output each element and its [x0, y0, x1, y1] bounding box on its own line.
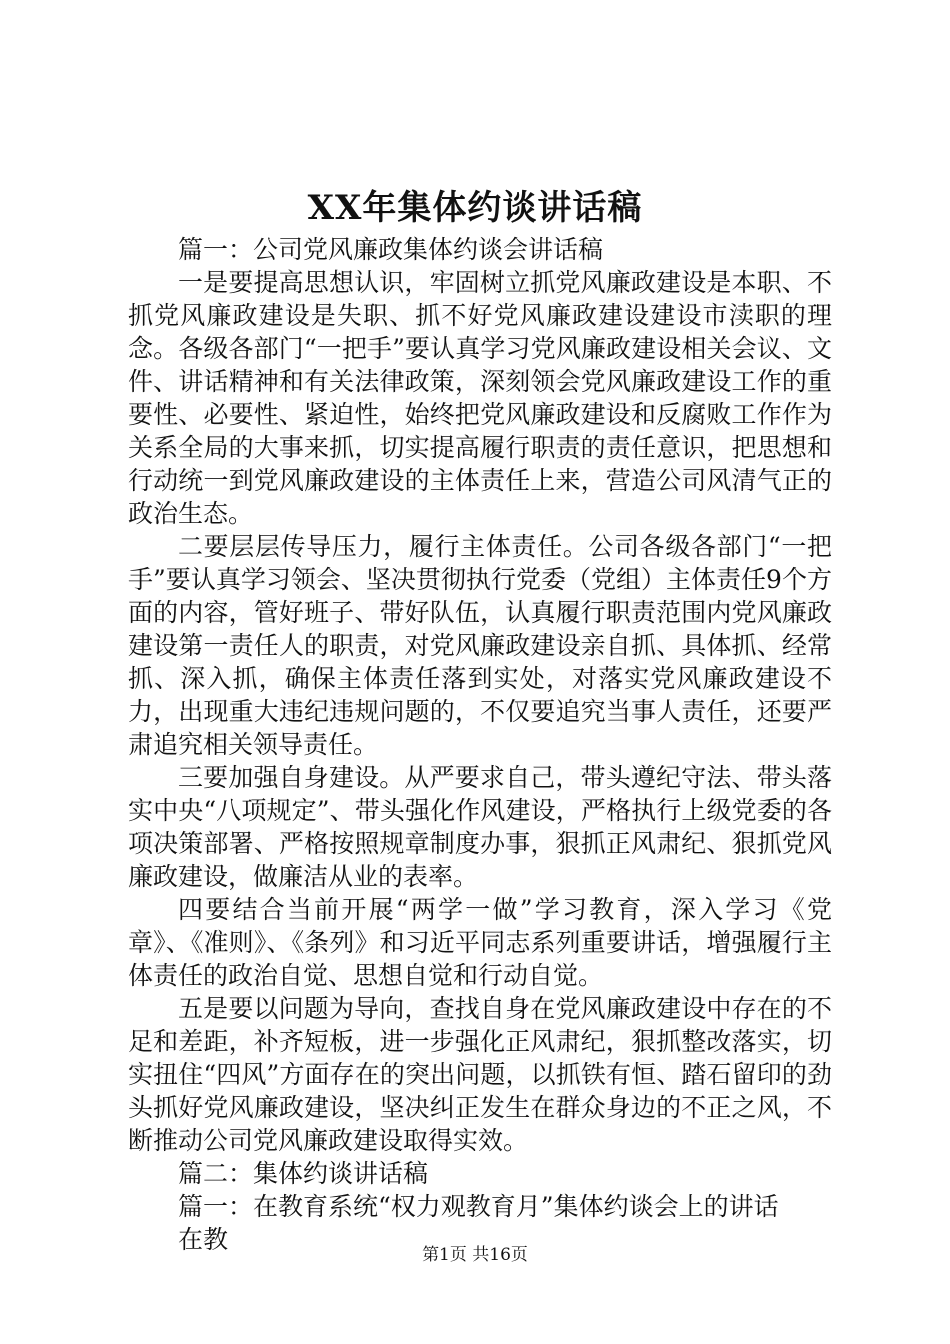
paragraph-point-4: 四要结合当前开展“两学一做”学习教育，深入学习《党章》、《准则》、《条列》和习近平同志系列重要讲话，增强履行主体责任的政治自觉、思想自觉和行动自觉。 [128, 895, 832, 990]
paragraph-subsection-heading: 篇一：在教育系统“权力观教育月”集体约谈会上的讲话 [178, 1192, 779, 1221]
paragraph-point-1: 一是要提高思想认识，牢固树立抓党风廉政建设是本职、不抓党风廉政建设是失职、抓不好党风廉政建设建设市渎职的理念。各级各部门“一把手”要认真学习党风廉政建设相关会议、文件、讲话精神和有关法律政策，深刻领会党风廉政建设工作的重要性、必要性、紧迫性，始终把党风廉政建设和反腐败工作作为关系全局的大事来抓，切实提高履行职责的责任意识，把思想和行动统一到党风廉政建设的主体责任上来，营造公司风清气正的政治生态。 [128, 268, 832, 528]
paragraph-point-3: 三要加强自身建设。从严要求自己，带头遵纪守法、带头落实中央“八项规定”、带头强化作风建设，严格执行上级党委的各项决策部署、严格按照规章制度办事，狠抓正风肃纪、狠抓党风廉政建设，做廉洁从业的表率。 [128, 763, 832, 891]
document-title: XX年集体约谈讲话稿 [307, 188, 643, 228]
paragraph-section-heading-2: 篇二：集体约谈讲话稿 [178, 1159, 429, 1188]
paragraph-truncated: 在教 [178, 1225, 229, 1254]
document-body [128, 233, 832, 1256]
paragraph-section-heading-1: 篇一：公司党风廉政集体约谈会讲话稿 [178, 235, 604, 264]
page-footer: 第1页 共16页 [422, 1245, 528, 1265]
paragraph-point-2: 二要层层传导压力，履行主体责任。公司各级各部门“一把手”要认真学习领会、坚决贯彻执行党委（党组）主体责任9个方面的内容，管好班子、带好队伍，认真履行职责范围内党风廉政建设第一责任人的职责，对党风廉政建设亲自抓、具体抓、经常抓、深入抓，确保主体责任落到实处，对落实党风廉政建设不力，出现重大违纪违规问题的，不仅要追究当事人责任，还要严肃追究相关领导责任。 [128, 532, 832, 759]
paragraph-point-5: 五是要以问题为导向，查找自身在党风廉政建设中存在的不足和差距，补齐短板，进一步强化正风肃纪，狠抓整改落实，切实扭住“四风”方面存在的突出问题，以抓铁有恒、踏石留印的劲头抓好党风廉政建设，坚决纠正发生在群众身边的不正之风，不断推动公司党风廉政建设取得实效。 [128, 994, 832, 1155]
